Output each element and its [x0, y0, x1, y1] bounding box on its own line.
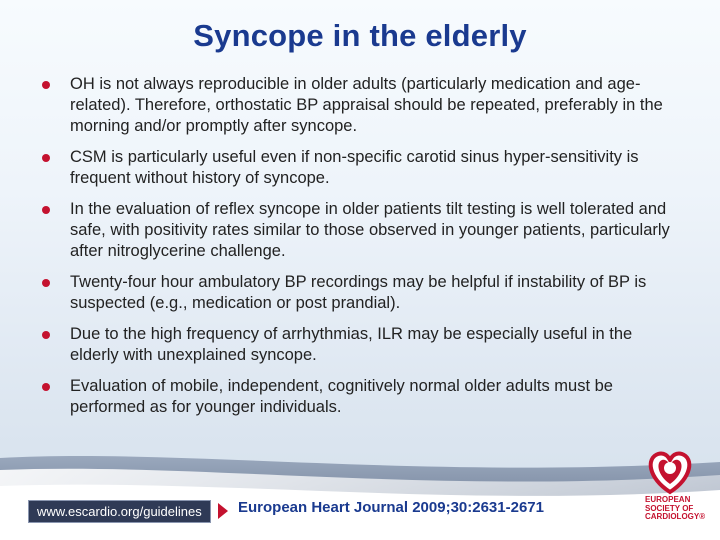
bullet-dot-icon [42, 154, 50, 162]
slide-title: Syncope in the elderly [193, 18, 527, 53]
bullet-item [40, 324, 670, 366]
guidelines-url-link[interactable]: www.escardio.org/guidelines [28, 500, 211, 523]
bullet-dot-icon [42, 81, 50, 89]
logo-line-1: EUROPEAN [645, 495, 691, 504]
bullet-text: Twenty-four hour ambulatory BP recordings may be helpful if instability of BP is suspected (e.g., medication or post prandial). [70, 273, 647, 312]
logo-line-2: SOCIETY OF [645, 503, 694, 513]
footer-wave-decoration [0, 440, 720, 540]
bullet-item [40, 199, 670, 262]
journal-citation: European Heart Journal 2009;30:2631-2671 [238, 499, 544, 516]
bullet-dot-icon [42, 383, 50, 391]
bullet-text: CSM is particularly useful even if non-specific carotid sinus hyper-sensitivity is frequent without history of syncope. [70, 148, 639, 187]
bullet-text: Evaluation of mobile, independent, cognitively normal older adults must be performed as for younger individuals. [70, 377, 613, 416]
bullet-text: OH is not always reproducible in older adults (particularly medication and age-related). Therefore, orthostatic BP appraisal should be repeated, preferably in the morning and/or promptly after syncope. [70, 75, 663, 135]
bullet-dot-icon [42, 331, 50, 339]
bullet-dot-icon [42, 279, 50, 287]
bullet-item [40, 376, 670, 418]
bullet-item [40, 272, 670, 314]
logo-line-3: CARDIOLOGY® [645, 512, 706, 521]
bullet-text: Due to the high frequency of arrhythmias, ILR may be especially useful in the elderly with unexplained syncope. [70, 325, 633, 364]
bullet-list [40, 74, 670, 428]
bullet-item [40, 147, 670, 189]
bullet-text: In the evaluation of reflex syncope in older patients tilt testing is well tolerated and safe, with positivity rates similar to those observed in younger patients, particularly after nitroglycerine challenge. [70, 200, 670, 260]
arrow-right-icon [218, 503, 228, 519]
bullet-item [40, 74, 670, 137]
bullet-dot-icon [42, 206, 50, 214]
esc-logo-wordmark [645, 496, 713, 522]
